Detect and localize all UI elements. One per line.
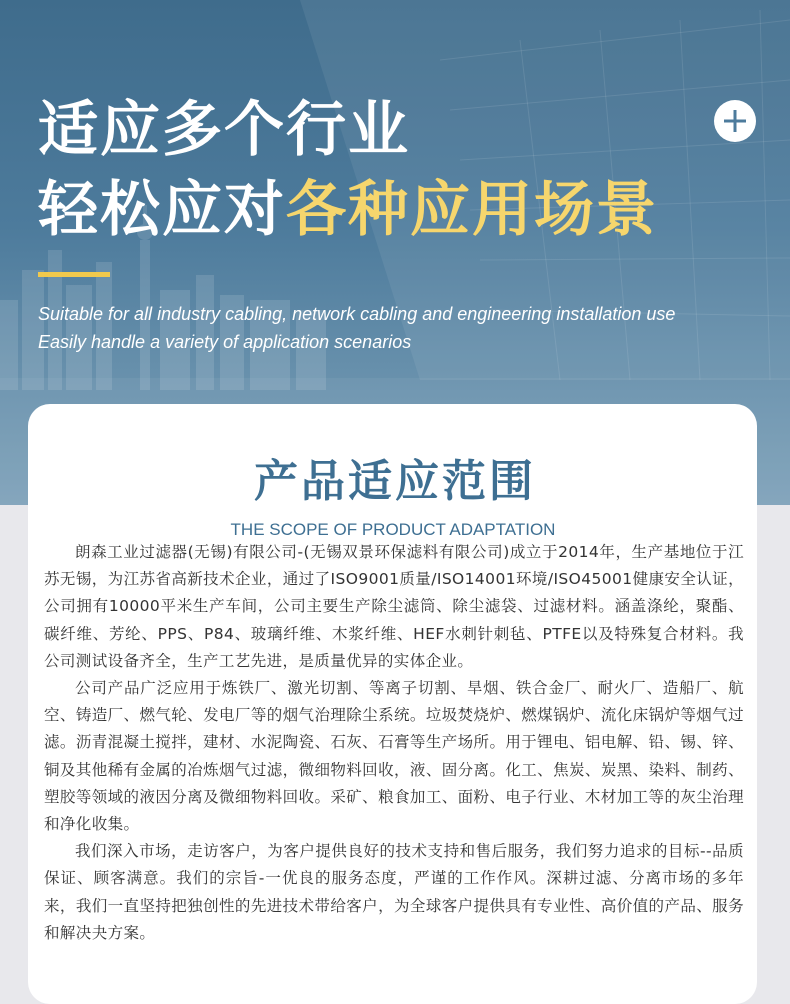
section-title: 产品适应范围 (254, 456, 536, 507)
paragraph-applications: 公司产品广泛应用于炼铁厂、激光切割、等离子切割、旱烟、铁合金厂、耐火厂、造船厂、航空、铸造厂、燃气轮、发电厂等的烟气治理除尘系统。垃圾焚烧炉、燃煤锅炉、流化床锅炉等烟气过滤。沥青混凝土搅拌，建材、水泥陶瓷、石灰、石膏等生产场所。用于锂电、铝电解、铅、锡、锌、铜及其他稀有金属的冶炼烟气过滤，微细物料回收，液、固分离。化工、焦炭、炭黑、染料、制药、塑胶等领域的液因分离及微细物料回收。采矿、粮食加工、面粉、电子行业、木材加工等的灰尘治理和净化收集。 (44, 679, 744, 834)
hero-title-line1: 适应多个行业 (38, 95, 410, 165)
hero-subtitle-en-line1: Suitable for all industry cabling, network cabling and engineering installation use (38, 304, 676, 324)
paragraph-company-intro: 朗森工业过滤器(无锡)有限公司-(无锡双景环保滤料有限公司)成立于2014年，生产基地位于江苏无锡，为江苏省高新技术企业，通过了ISO9001质量/ISO14001环境/ISO45001健康安全认证，公司拥有10000平米生产车间，公司主要生产除尘滤筒、除尘滤袋、过滤材料。涵盖涤纶，聚酯、碳纤维、芳纶、PPS、P84、玻璃纤维、木浆纤维、HEF水刺针刺毡、PTFE以及特殊复合材料。我公司测试设备齐全，生产工艺先进，是质量优异的实体企业。 (44, 543, 744, 670)
hero-title-line2-accent: 各种应用场景 (286, 175, 658, 245)
company-description (44, 539, 744, 947)
plus-icon (714, 100, 756, 142)
expand-plus-button[interactable] (714, 100, 756, 142)
gold-divider (38, 272, 110, 277)
paragraph-service: 我们深入市场，走访客户，为客户提供良好的技术支持和售后服务，我们努力追求的目标--品质保证、顾客满意。我们的宗旨-一优良的服务态度，严谨的工作作风。深耕过滤、分离市场的多年来，我们一直坚持把独创性的先进技术带给客户，为全球客户提供具有专业性、高价值的产品、服务和解决夬方案。 (44, 842, 744, 942)
hero-title-line2-plain: 轻松应对 (38, 175, 286, 245)
section-subtitle-en: THE SCOPE OF PRODUCT ADAPTATION (230, 520, 556, 539)
hero-title-line2 (38, 174, 658, 246)
hero-subtitle-en-line2: Easily handle a variety of application scenarios (38, 332, 412, 352)
